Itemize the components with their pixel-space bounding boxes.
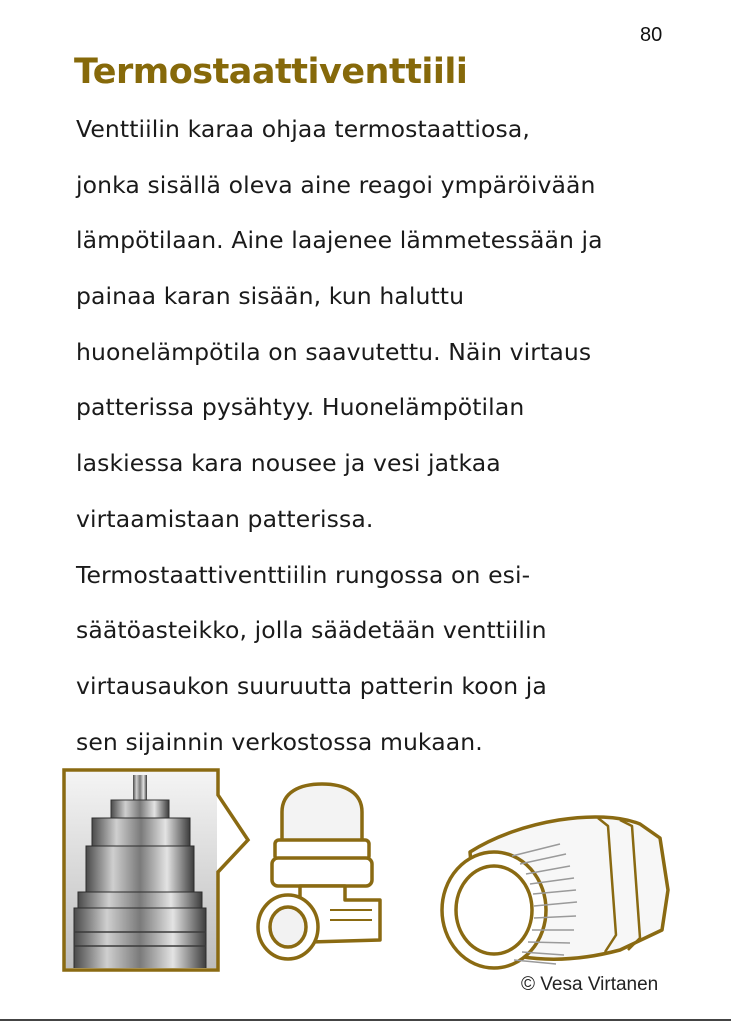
body-line: Termostaattiventtiilin rungossa on esi-: [76, 560, 531, 589]
body-line: laskiessa kara nousee ja vesi jatkaa: [76, 449, 501, 478]
body-line: painaa karan sisään, kun haluttu: [76, 282, 465, 311]
body-line: jonka sisällä oleva aine reagoi ympäröivään: [76, 170, 596, 199]
body-line: patterissa pysähtyy. Huonelämpötilan: [76, 393, 525, 422]
body-line: lämpötilaan. Aine laajenee lämmetessään ja: [76, 226, 603, 255]
body-text: [76, 108, 716, 776]
valve-body-illustration: [258, 784, 380, 959]
valve-closeup-photo: [64, 770, 248, 970]
thermostat-head-illustration: [442, 817, 668, 968]
valve-illustrations: [0, 760, 731, 1000]
body-line: säätöasteikko, jolla säädetään venttiilin: [76, 616, 547, 645]
body-line: sen sijainnin verkostossa mukaan.: [76, 727, 483, 756]
page-number: 80: [640, 24, 663, 46]
page-title: Termostaattiventtiili: [74, 52, 468, 92]
body-line: virtaamistaan patterissa.: [76, 504, 374, 533]
photo-credit: © Vesa Virtanen: [521, 974, 659, 995]
body-line: huonelämpötila on saavutettu. Näin virtaus: [76, 337, 592, 366]
body-line: Venttiilin karaa ohjaa termostaattiosa,: [76, 115, 530, 143]
bottom-divider: [0, 1019, 731, 1021]
body-line: virtausaukon suuruutta patterin koon ja: [76, 671, 547, 700]
